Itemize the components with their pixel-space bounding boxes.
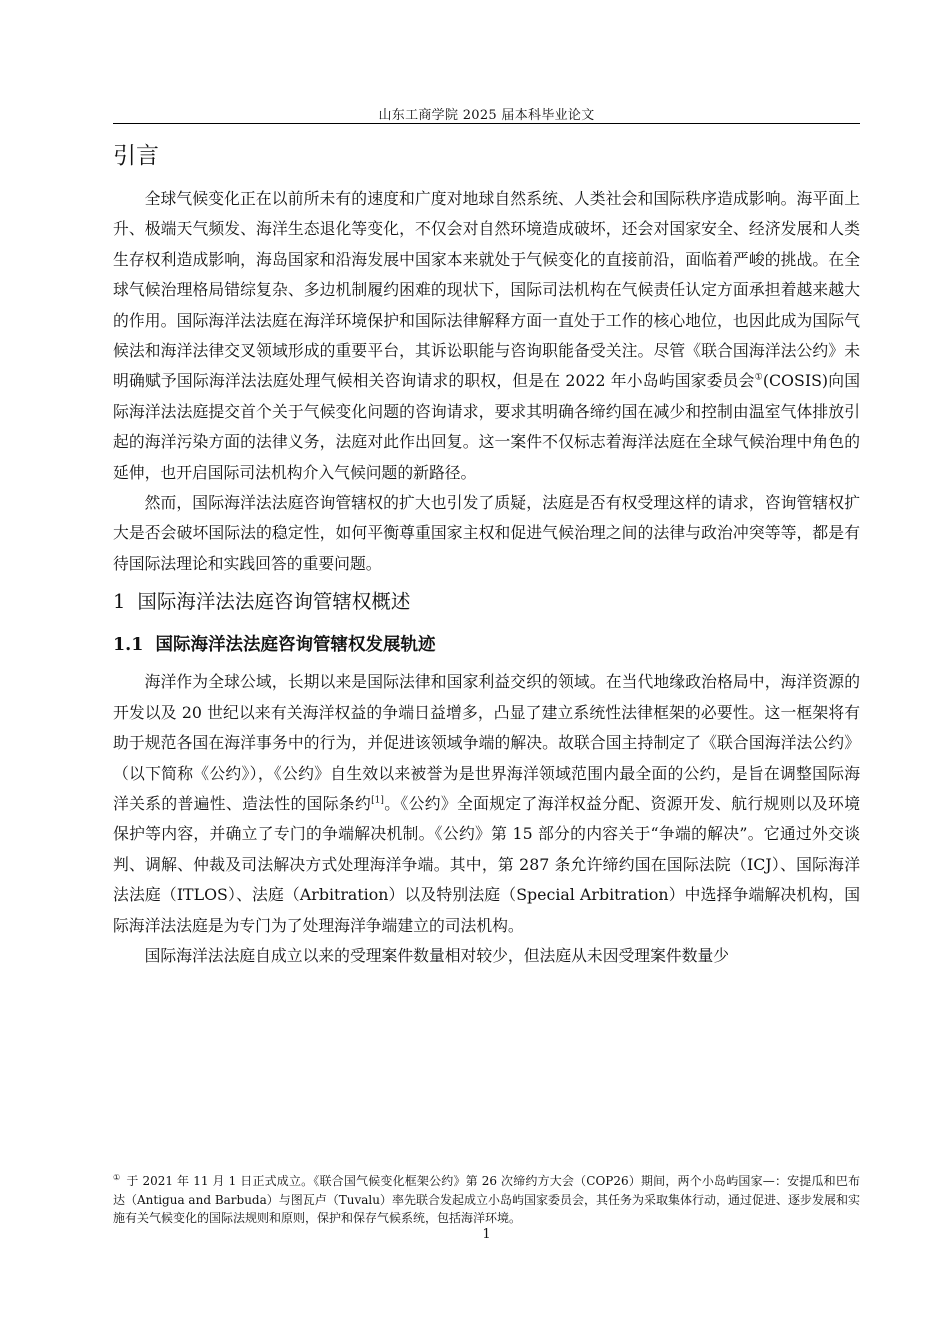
running-header: 山东工商学院 2025 届本科毕业论文 (378, 108, 595, 123)
main-content (113, 136, 860, 971)
chapter-heading (113, 579, 860, 625)
section-paragraph-1-text-a: 海洋作为全球公域，长期以来是国际法律和国家利益交织的领域。在当代地缘政治格局中，海洋资源的开发以及 20 世纪以来有关海洋权益的争端日益增多，凸显了建立系统性法律框架的必要性。这一框架将有助于规范各国在海洋事务中的行为，并促进该领域争端的解决。故联合国主持制定了《联合国海洋法公约》（以下简称《公约》），《公约》自生效以来被誉为是世界海洋领域范围内最全面的公约，是旨在调整国际海洋关系的普遍性、造法性的国际条约 (113, 672, 860, 813)
section-paragraph-2: 国际海洋法法庭自成立以来的受理案件数量相对较少，但法庭从未因受理案件数量少 (144, 945, 730, 965)
section-heading (113, 625, 860, 667)
citation-ref-mark[interactable]: [1] (371, 795, 384, 806)
chapter-number: 1 (113, 590, 126, 614)
section-title: 国际海洋法法庭咨询管辖权发展轨迹 (155, 635, 436, 656)
intro-paragraph-1-text-a: 全球气候变化正在以前所未有的速度和广度对地球自然系统、人类社会和国际秩序造成影响。海平面上升、极端天气频发、海洋生态退化等变化，不仅会对自然环境造成破坏，还会对国家安全、经济发展和人类生存权利造成影响，海岛国家和沿海发展中国家本来就处于气候变化的直接前沿，面临着严峻的挑战。在全球气候治理格局错综复杂、多边机制履约困难的现状下，国际司法机构在气候责任认定方面承担着越来越大的作用。国际海洋法法庭在海洋环境保护和国际法律解释方面一直处于工作的核心地位，也因此成为国际气候法和海洋法律交叉领域形成的重要平台，其诉讼职能与咨询职能备受关注。尽管《联合国海洋法公约》未明确赋予国际海洋法法庭处理气候相关咨询请求的职权，但是在 2022 年小岛屿国家委员会 (113, 189, 860, 391)
intro-paragraph-2: 然而，国际海洋法法庭咨询管辖权的扩大也引发了质疑，法庭是否有权受理这样的请求，咨询管辖权扩大是否会破坏国际法的稳定性，如何平衡尊重国家主权和促进气候治理之间的法律与政治冲突等等，都是有待国际法理论和实践回答的重要问题。 (113, 493, 860, 573)
header-rule (113, 123, 860, 124)
footnote-text: 于 2021 年 11 月 1 日正式成立。《联合国气候变化框架公约》第 26 次缔约方大会（COP26）期间，两个小岛屿国家—：安提瓜和巴布达（Antigua and Barbuda）与图瓦卢（Tuvalu）率先联合发起成立小岛屿国家委员会，其任务为采取集体行动，通过促进、逐步发展和实施有关气候变化的国际法规则和原则，保护和保存气候系统，包括海洋环境。 (113, 1174, 861, 1225)
section-paragraph-1 (113, 667, 860, 941)
section-paragraph-1-text-b: 。《公约》全面规定了海洋权益分配、资源开发、航行规则以及环境保护等内容，并确立了专门的争端解决机制。《公约》第 15 部分的内容关于“争端的解决”。它通过外交谈判、调解、仲裁及司法解决方式处理海洋争端。其中，第 287 条允许缔约国在国际法院（ICJ）、国际海洋法法庭（ITLOS）、法庭（Arbitration）以及特别法庭（Special Arbitration）中选择争端解决机构，国际海洋法法庭是为专门为了处理海洋争端建立的司法机构。 (113, 793, 860, 935)
footnote (113, 1172, 860, 1228)
section-number: 1.1 (113, 635, 144, 656)
footnote-mark: ① (113, 1173, 121, 1182)
intro-heading: 引言 (113, 143, 159, 169)
chapter-title: 国际海洋法法庭咨询管辖权概述 (137, 590, 411, 614)
footnote-ref-mark[interactable]: ① (754, 373, 763, 384)
page-number: 1 (482, 1227, 491, 1242)
intro-paragraph-1 (113, 184, 860, 488)
intro-paragraph-1-text-b: (COSIS)向国际海洋法法庭提交首个关于气候变化问题的咨询请求，要求其明确各缔约国在减少和控制由温室气体排放引起的海洋污染方面的法律义务，法庭对此作出回复。这一案件不仅标志着海洋法庭在全球气候治理中角色的延伸，也开启国际司法机构介入气候问题的新路径。 (113, 371, 861, 482)
